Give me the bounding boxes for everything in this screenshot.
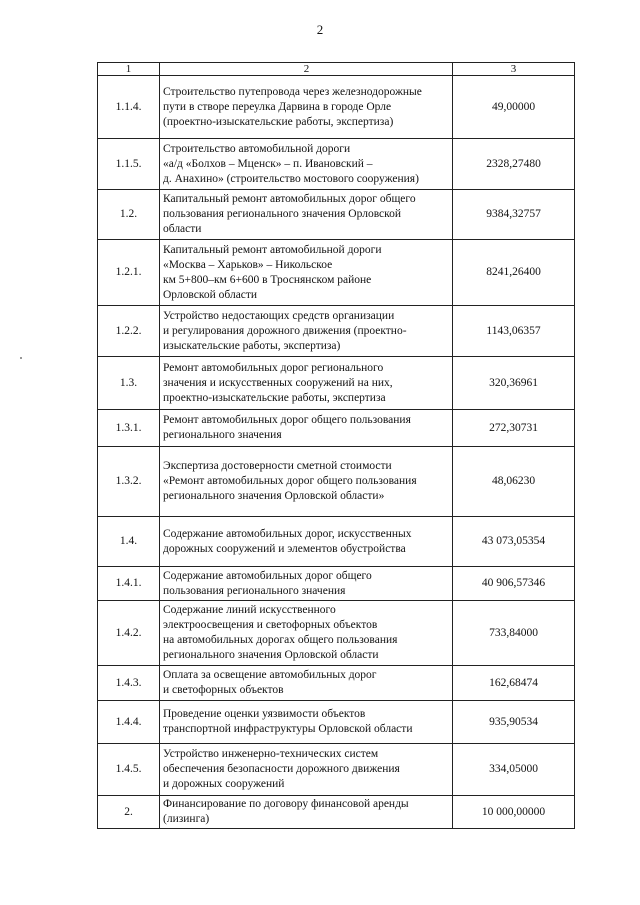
- row-number: 1.4.4.: [98, 701, 160, 744]
- table-row: [98, 76, 575, 139]
- row-number: 1.3.2.: [98, 447, 160, 517]
- row-amount: 48,06230: [453, 447, 575, 517]
- table-row: [98, 796, 575, 829]
- row-description: Содержание линий искусственного электроосвещения и светофорных объектов на автомобильных дорогах общего пользования регионального значения Орловской области: [160, 601, 453, 666]
- row-description: Ремонт автомобильных дорог общего пользования регионального значения: [160, 410, 453, 447]
- header-row: [98, 63, 575, 76]
- row-amount: 8241,26400: [453, 240, 575, 306]
- table-row: [98, 601, 575, 666]
- table-row: [98, 744, 575, 796]
- row-amount: 40 906,57346: [453, 567, 575, 601]
- row-amount: 272,30731: [453, 410, 575, 447]
- row-amount: 9384,32757: [453, 190, 575, 240]
- row-number: 1.1.5.: [98, 139, 160, 190]
- header-col-2: 2: [160, 63, 453, 76]
- row-amount: 49,00000: [453, 76, 575, 139]
- row-description: Содержание автомобильных дорог общего пользования регионального значения: [160, 567, 453, 601]
- table-row: [98, 139, 575, 190]
- budget-table: [97, 62, 575, 829]
- row-number: 1.1.4.: [98, 76, 160, 139]
- row-description: Капитальный ремонт автомобильных дорог общего пользования регионального значения Орловской области: [160, 190, 453, 240]
- row-amount: 43 073,05354: [453, 517, 575, 567]
- row-number: 2.: [98, 796, 160, 829]
- row-description: Проведение оценки уязвимости объектов транспортной инфраструктуры Орловской области: [160, 701, 453, 744]
- table-row: [98, 410, 575, 447]
- row-description: Экспертиза достоверности сметной стоимости «Ремонт автомобильных дорог общего пользования регионального значения Орловской области»: [160, 447, 453, 517]
- row-number: 1.2.1.: [98, 240, 160, 306]
- row-description: Устройство инженерно-технических систем обеспечения безопасности дорожного движения и дорожных сооружений: [160, 744, 453, 796]
- table-row: [98, 666, 575, 701]
- table-row: [98, 447, 575, 517]
- row-description: Содержание автомобильных дорог, искусственных дорожных сооружений и элементов обустройства: [160, 517, 453, 567]
- row-description: Устройство недостающих средств организации и регулирования дорожного движения (проектно- изыскательские работы, экспертиза): [160, 306, 453, 357]
- row-number: 1.4.: [98, 517, 160, 567]
- row-amount: 334,05000: [453, 744, 575, 796]
- row-description: Оплата за освещение автомобильных дорог и светофорных объектов: [160, 666, 453, 701]
- row-number: 1.3.1.: [98, 410, 160, 447]
- row-amount: 162,68474: [453, 666, 575, 701]
- row-description: Финансирование по договору финансовой аренды (лизинга): [160, 796, 453, 829]
- row-number: 1.4.3.: [98, 666, 160, 701]
- row-description: Капитальный ремонт автомобильной дороги «Москва – Харьков» – Никольское км 5+800–км 6+600 в Троснянском районе Орловской области: [160, 240, 453, 306]
- table-row: [98, 190, 575, 240]
- row-amount: 1143,06357: [453, 306, 575, 357]
- row-amount: 733,84000: [453, 601, 575, 666]
- table-row: [98, 517, 575, 567]
- table-row: [98, 306, 575, 357]
- scan-speck: [20, 357, 22, 359]
- row-description: Строительство путепровода через железнодорожные пути в створе переулка Дарвина в городе Орле (проектно-изыскательские работы, экспертиза): [160, 76, 453, 139]
- table-row: [98, 701, 575, 744]
- table-row: [98, 357, 575, 410]
- row-amount: 10 000,00000: [453, 796, 575, 829]
- row-amount: 2328,27480: [453, 139, 575, 190]
- row-number: 1.3.: [98, 357, 160, 410]
- row-description: Ремонт автомобильных дорог регионального значения и искусственных сооружений на них, проектно-изыскательские работы, экспертиза: [160, 357, 453, 410]
- header-col-1: 1: [98, 63, 160, 76]
- row-number: 1.4.5.: [98, 744, 160, 796]
- row-number: 1.2.2.: [98, 306, 160, 357]
- row-number: 1.4.1.: [98, 567, 160, 601]
- page-number: 2: [316, 22, 324, 37]
- table-row: [98, 240, 575, 306]
- row-amount: 320,36961: [453, 357, 575, 410]
- table-row: [98, 567, 575, 601]
- header-col-3: 3: [453, 63, 575, 76]
- row-description: Строительство автомобильной дороги «а/д «Болхов – Мценск» – п. Ивановский – д. Анахино» (строительство мостового сооружения): [160, 139, 453, 190]
- row-amount: 935,90534: [453, 701, 575, 744]
- row-number: 1.4.2.: [98, 601, 160, 666]
- row-number: 1.2.: [98, 190, 160, 240]
